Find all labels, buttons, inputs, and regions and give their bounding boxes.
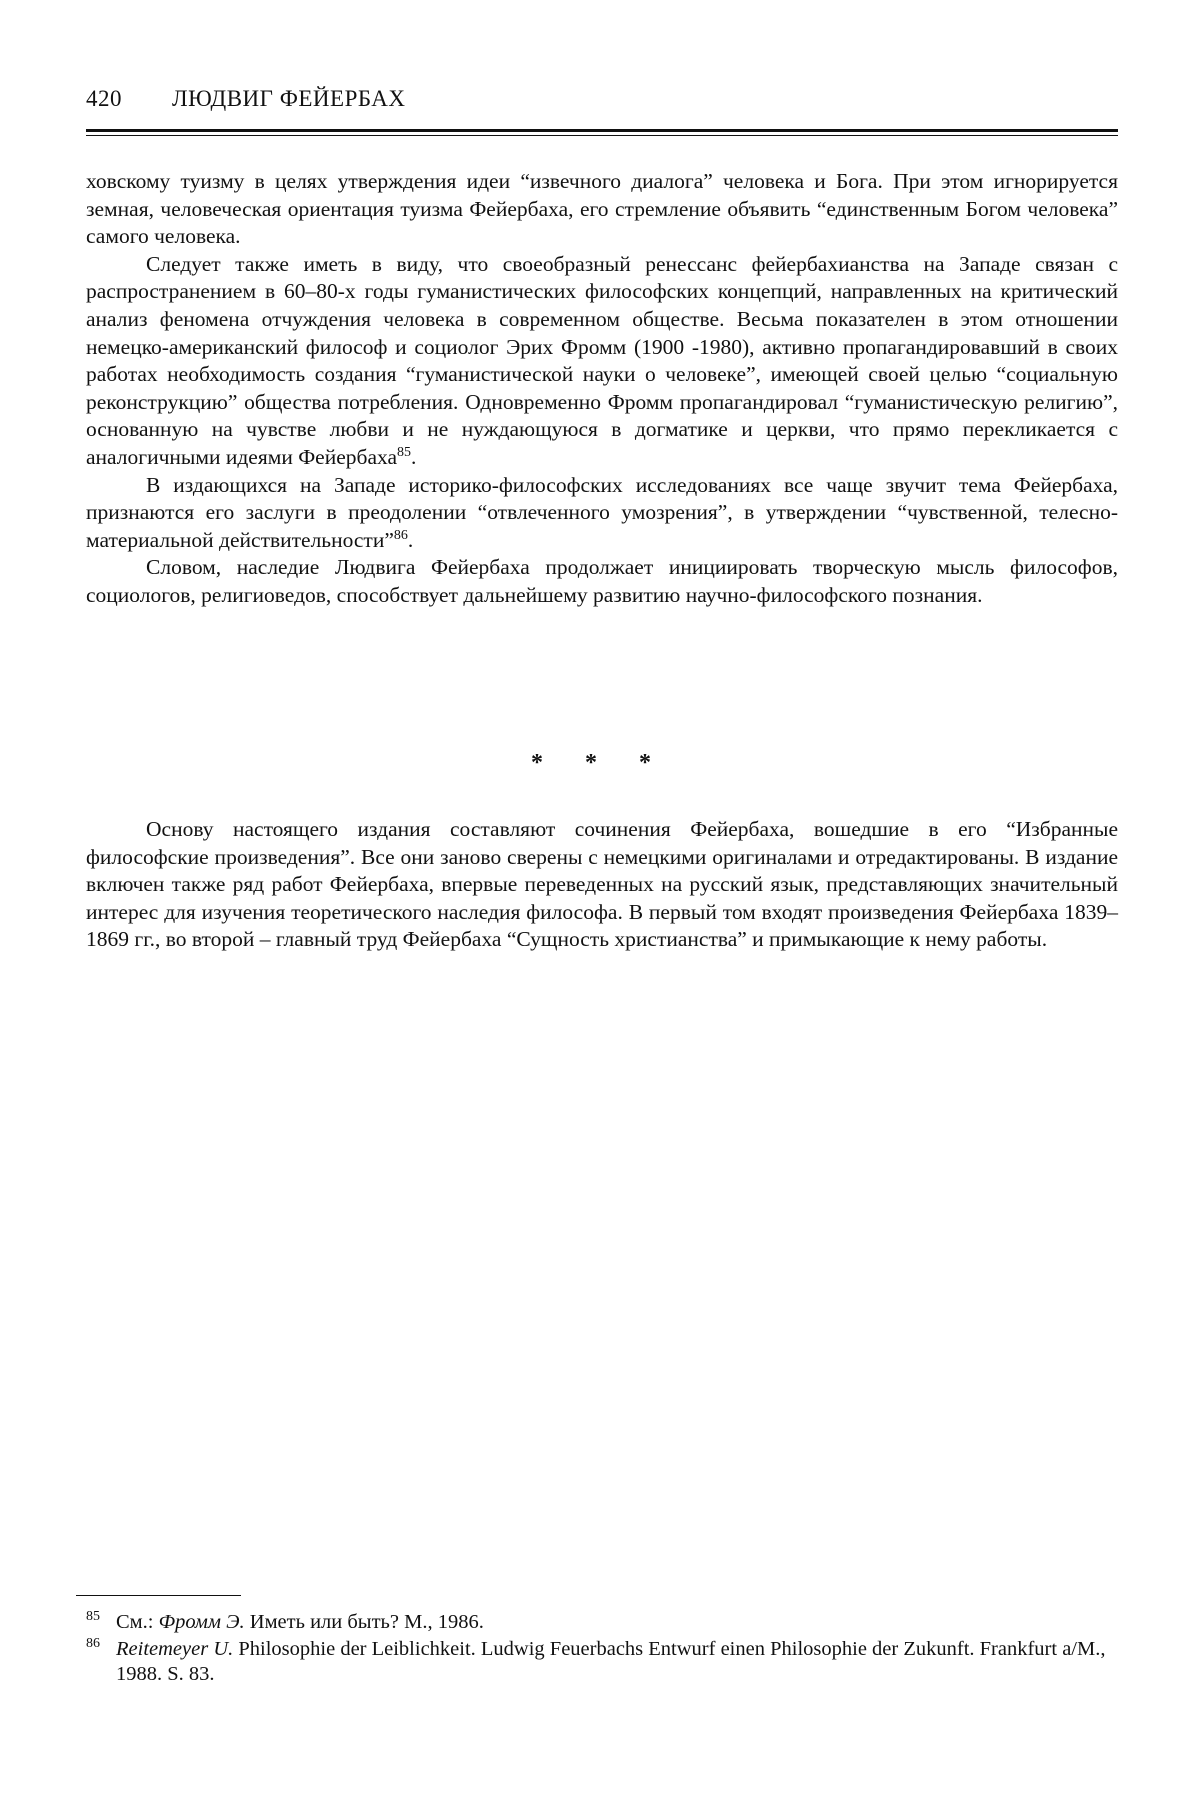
paragraph-fromm-end: . — [411, 444, 417, 469]
footnote-86 — [86, 1637, 1118, 1687]
paragraph-research-text: В издающихся на Западе историко-философских исследованиях все чаще звучит тема Фейербаха, признаются его заслуги в преодолении “отвлеченного умозрения”, в утверждении “чувственной, телесно-материальной действительности” — [86, 472, 1118, 552]
footnote-ref-86: 86 — [393, 527, 408, 543]
footnotes — [86, 1610, 1118, 1689]
paragraph-research-end: . — [407, 527, 414, 552]
paragraph-edition: Основу настоящего издания составляют сочинения Фейербаха, вошедшие в его “Избранные философские произведения”. Все они заново сверены с немецкими оригиналами и отредактированы. В издание включен также ряд работ Фейербаха, впервые переведенных на русский язык, представляющих значительный интерес для изучения теоретического наследия философа. В первый том входят произведения Фейербаха 1839–1869 гг., во второй – главный труд Фейербаха “Сущность христианства” и примыкающие к нему работы. — [86, 817, 1118, 952]
running-head — [86, 86, 1116, 112]
paragraph-continuation: ховскому туизму в целях утверждения идеи “извечного диалога” человека и Бога. При этом игнорируется земная, человеческая ориентация туизма Фейербаха, его стремление объявить “единственным Богом человека” самого человека. — [86, 169, 1118, 249]
edition-note — [86, 816, 1118, 954]
footnote-ref-85: 85 — [397, 444, 412, 460]
paragraph-legacy: Словом, наследие Людвига Фейербаха продолжает инициировать творческую мысль философов, социологов, религиоведов, способствует дальнейшему развитию научно-философского познания. — [86, 555, 1118, 607]
footnote-mark: 86 — [86, 1636, 100, 1651]
footnote-author: Reitemeyer U. — [116, 1638, 234, 1660]
footnote-85 — [86, 1610, 1118, 1635]
running-title: ЛЮДВИГ ФЕЙЕРБАХ — [172, 86, 406, 111]
footnote-prefix: См.: — [116, 1611, 159, 1633]
footnote-author: Фромм Э. — [158, 1611, 245, 1633]
paragraph-research — [86, 472, 1118, 555]
footnote-rule — [76, 1595, 241, 1596]
header-rule-thin — [86, 135, 1118, 136]
paragraph-fromm — [86, 251, 1118, 472]
section-separator: * * * — [531, 750, 669, 776]
footnote-text: Иметь или быть? М., 1986. — [244, 1611, 484, 1633]
footnote-text: Philosophie der Leiblichkeit. Ludwig Feuerbachs Entwurf einen Philosophie der Zukunft. Frankfurt a/M., 1988. S. 83. — [116, 1638, 1106, 1685]
main-text — [86, 168, 1118, 610]
paragraph-fromm-text: Следует также иметь в виду, что своеобразный ренессанс фейербахианства на Западе связан с распространением в 60–80-х годы гуманистических философских концепций, направленных на критический анализ феномена отчуждения человека в современном обществе. Весьма показателен в этом отношении немецко-американский философ и социолог Эрих Фромм (1900 -1980), активно пропагандировавший в своих работах необходимость создания “гуманистической науки о человеке”, имеющей своей целью “социальную реконструкцию” общества потребления. Одновременно Фромм пропагандировал “гуманистическую религию”, основанную на чувстве любви и не нуждающуюся в догматике и церкви, что прямо перекликается с аналогичными идеями Фейербаха — [86, 251, 1118, 469]
footnote-mark: 85 — [86, 1609, 100, 1624]
page-number: 420 — [86, 86, 122, 111]
header-rule-thick — [86, 129, 1118, 132]
